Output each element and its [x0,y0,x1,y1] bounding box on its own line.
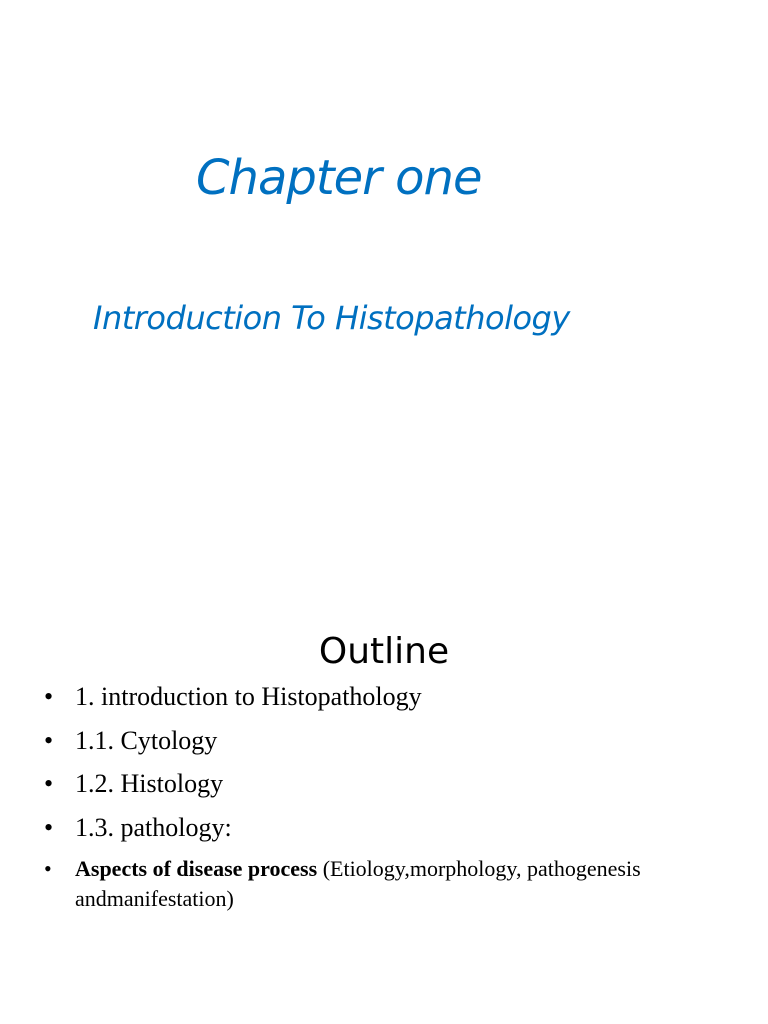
outline-item-cytology [44,726,734,756]
bullet-icon: • [44,769,54,798]
outline-slide [0,512,768,1024]
outline-item-pathology [44,813,734,843]
outline-item-histology [44,769,734,799]
bullet-icon: • [44,812,54,842]
outline-item-disease-aspects [44,854,734,914]
outline-item-text: 1.2. Histology [75,769,224,798]
chapter-title: Chapter one [196,150,482,206]
outline-item-text: 1. introduction to Histopathology [75,682,422,711]
chapter-subtitle: Introduction To Histopathology [93,299,570,337]
outline-item-bold-text: Aspects of disease process [75,856,318,881]
outline-list [44,682,734,928]
outline-title: Outline [318,631,450,672]
outline-item-text: (Etiology,morphology, pathogenesis andmanifestation) [75,856,641,911]
bullet-icon: • [44,856,52,881]
outline-item-text: 1.1. Cytology [75,725,218,755]
outline-item-introduction [44,682,734,712]
bullet-icon: • [44,682,54,711]
outline-item-text: 1.3. pathology: [75,812,232,842]
bullet-icon: • [44,725,54,755]
